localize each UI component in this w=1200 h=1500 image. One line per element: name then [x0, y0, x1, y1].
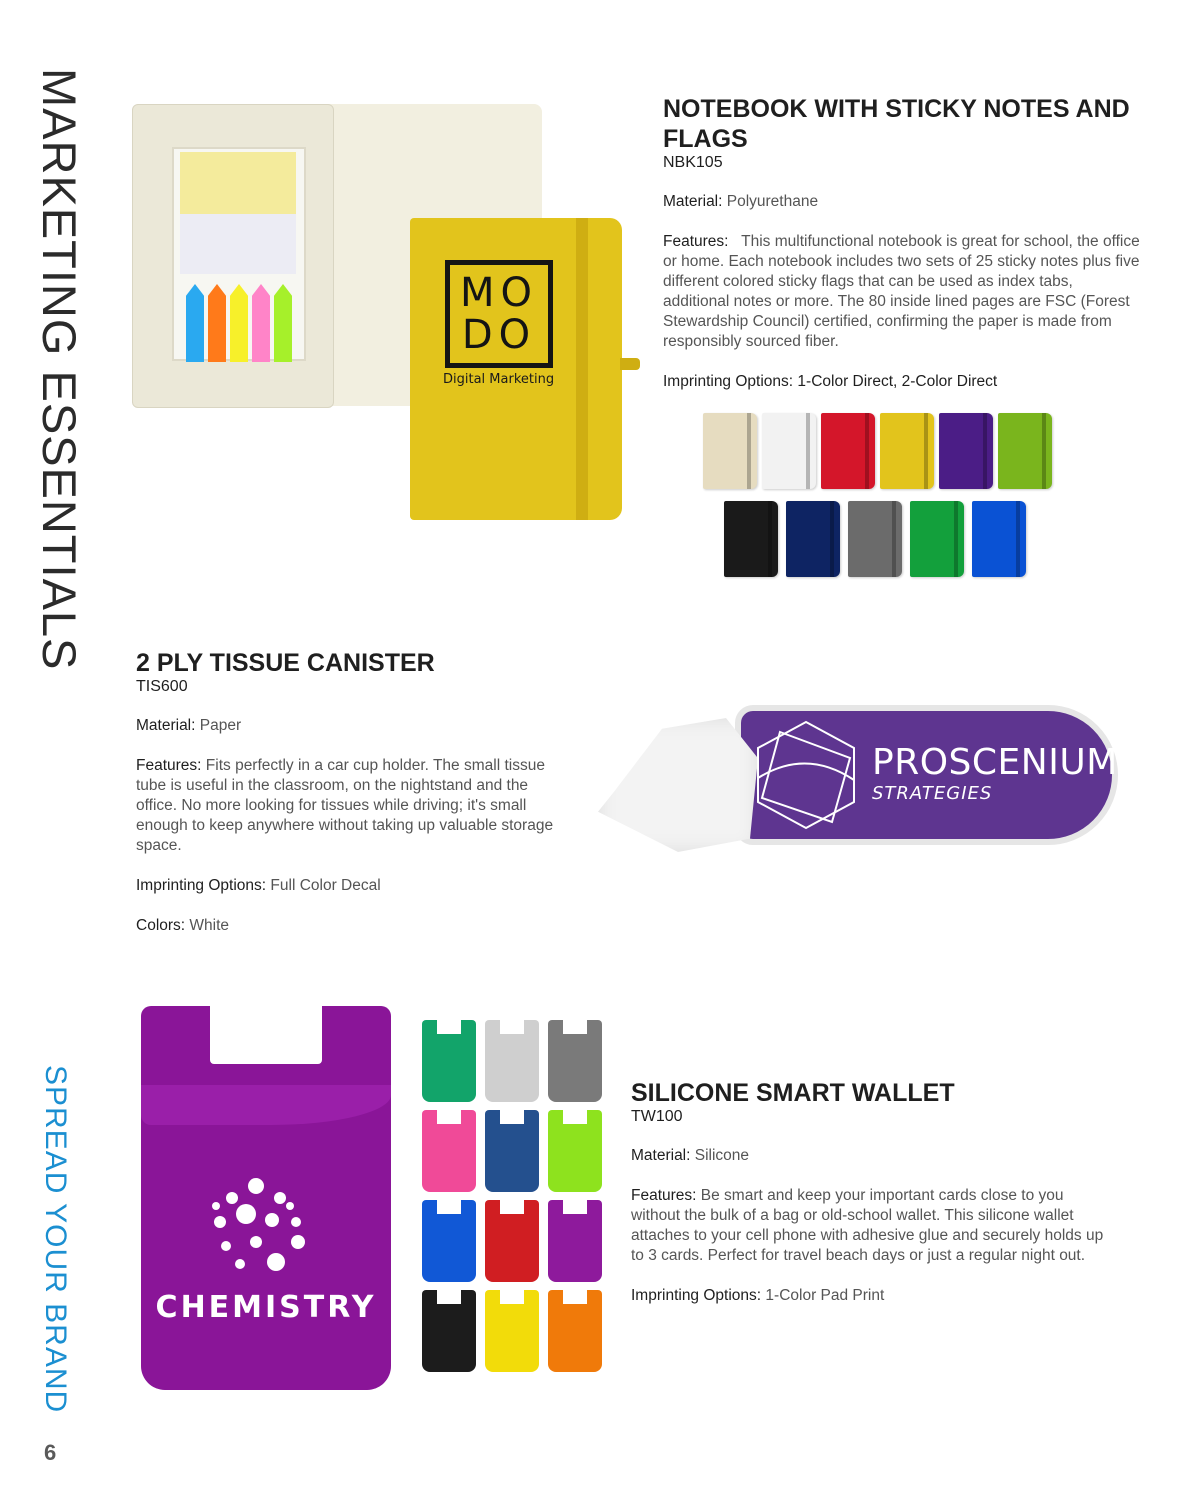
wallet-swatch-notch [563, 1200, 587, 1214]
wallet-swatch [485, 1200, 539, 1282]
logo-dot [286, 1202, 294, 1210]
tissue-imprinting: Imprinting Options: Full Color Decal [136, 877, 381, 894]
sticky-note-white [180, 214, 296, 274]
wallet-swatch-notch [500, 1290, 524, 1304]
logo-dot [291, 1235, 305, 1249]
tissue-title: 2 PLY TISSUE CANISTER [136, 649, 435, 677]
notebook-swatch [972, 501, 1026, 577]
side-brand: SPREAD YOUR BRAND [39, 1065, 72, 1414]
logo-dot [267, 1253, 285, 1271]
wallet-imprinting: Imprinting Options: 1-Color Pad Print [631, 1287, 885, 1304]
sticky-flag [230, 284, 248, 362]
wallet-swatch-notch [437, 1110, 461, 1124]
logo-dot [214, 1216, 226, 1228]
logo-text-top: MO [460, 270, 538, 316]
notebook-swatch [910, 501, 964, 577]
tissue-info [136, 648, 556, 956]
wallet-material: Material: Silicone [631, 1147, 750, 1164]
proscenium-logo-subtitle: STRATEGIES [872, 783, 993, 804]
logo-dot [221, 1241, 231, 1251]
tissue-material: Material: Paper [136, 717, 242, 734]
wallet-notch [210, 1006, 322, 1064]
ribbon-marker [620, 358, 640, 370]
logo-dot [291, 1217, 301, 1227]
wallet-swatch [485, 1020, 539, 1102]
notebook-swatch [786, 501, 840, 577]
wallet-swatch-notch [563, 1020, 587, 1034]
sticky-note-yellow [180, 152, 296, 214]
notebook-swatch [939, 413, 993, 489]
wallet-title: SILICONE SMART WALLET [631, 1079, 955, 1107]
notebook-info [663, 94, 1143, 412]
logo-dot [274, 1192, 286, 1204]
notebook-swatch [703, 413, 757, 489]
modo-logo [445, 260, 553, 368]
wallet-swatch-notch [437, 1290, 461, 1304]
notebook-swatch [880, 413, 934, 489]
tissue-sku: TIS600 [136, 678, 188, 695]
wallet-features: Features: Be smart and keep your important cards close to you without the bulk of a bag or old-school wallet. This silicone wallet attaches to your cell phone with adhesive glue and securely holds up to 3 cards. Perfect for travel beach days or just a regular night out. [631, 1187, 1104, 1264]
notebook-swatch [848, 501, 902, 577]
notebook-material: Material: Polyurethane [663, 193, 819, 210]
wallet-swatch [422, 1200, 476, 1282]
wallet-swatch [548, 1290, 602, 1372]
wallet-swatch [422, 1020, 476, 1102]
notebook-swatch [998, 413, 1052, 489]
notebook-swatch [724, 501, 778, 577]
wallet-swatch-notch [437, 1200, 461, 1214]
proscenium-logo-title: PROSCENIUM [872, 742, 1118, 783]
sticky-flag [186, 284, 204, 362]
wallet-sku: TW100 [631, 1108, 683, 1125]
notebook-swatch [762, 413, 816, 489]
wallet-swatch-notch [500, 1110, 524, 1124]
page-number: 6 [44, 1440, 57, 1465]
wallet-swatch [548, 1110, 602, 1192]
side-title: MARKETING ESSENTIALS [33, 68, 86, 671]
wallet-swatch [422, 1110, 476, 1192]
wallet-swatch-notch [500, 1200, 524, 1214]
wallet-swatch [548, 1020, 602, 1102]
elastic-band [576, 218, 588, 520]
wallet-info [631, 1078, 1116, 1326]
wallet-swatch [485, 1290, 539, 1372]
sticky-flag [252, 284, 270, 362]
tissue-colors: Colors: White [136, 917, 230, 934]
wallet-swatch [548, 1200, 602, 1282]
wallet-swatch [485, 1110, 539, 1192]
sticky-flag [208, 284, 226, 362]
modo-logo-subtitle: Digital Marketing [443, 372, 555, 387]
notebook-features: Features: This multifunctional notebook is great for school, the office or home. Each notebook includes two sets of 25 sticky notes plus five different colored sticky flags that can be used as index tabs, additional notes or more. The 80 inside lined pages are FSC (Forest Stewardship Council) certified, confirming the paper is made from responsibly sourced fiber. [663, 233, 1140, 350]
logo-dot [236, 1204, 256, 1224]
wallet-swatch-notch [563, 1110, 587, 1124]
tissue-features: Features: Fits perfectly in a car cup holder. The small tissue tube is useful in the classroom, on the nightstand and the office. No more looking for tissues while driving; it's small enough to keep anywhere without taking up valuable storage space. [136, 757, 554, 854]
logo-dot [226, 1192, 238, 1204]
sticky-flag [274, 284, 292, 362]
logo-dot [248, 1178, 264, 1194]
wallet-swatch [422, 1290, 476, 1372]
wallet-swatch-notch [500, 1020, 524, 1034]
notebook-swatch [821, 413, 875, 489]
notebook-title: NOTEBOOK WITH STICKY NOTES AND FLAGS [663, 95, 1130, 153]
tissue-paper [598, 718, 758, 852]
notebook-imprinting: Imprinting Options: 1-Color Direct, 2-Color Direct [663, 373, 998, 390]
logo-text-bottom: DO [461, 312, 537, 358]
wallet-swatch-notch [437, 1020, 461, 1034]
notebook-sku: NBK105 [663, 154, 723, 171]
logo-dot [250, 1236, 262, 1248]
chemistry-logo-text: CHEMISTRY [155, 1290, 377, 1325]
wallet-swatch-notch [563, 1290, 587, 1304]
logo-dot [235, 1259, 245, 1269]
logo-dot [212, 1202, 220, 1210]
logo-dot [265, 1213, 279, 1227]
proscenium-logo-icon [750, 718, 862, 832]
